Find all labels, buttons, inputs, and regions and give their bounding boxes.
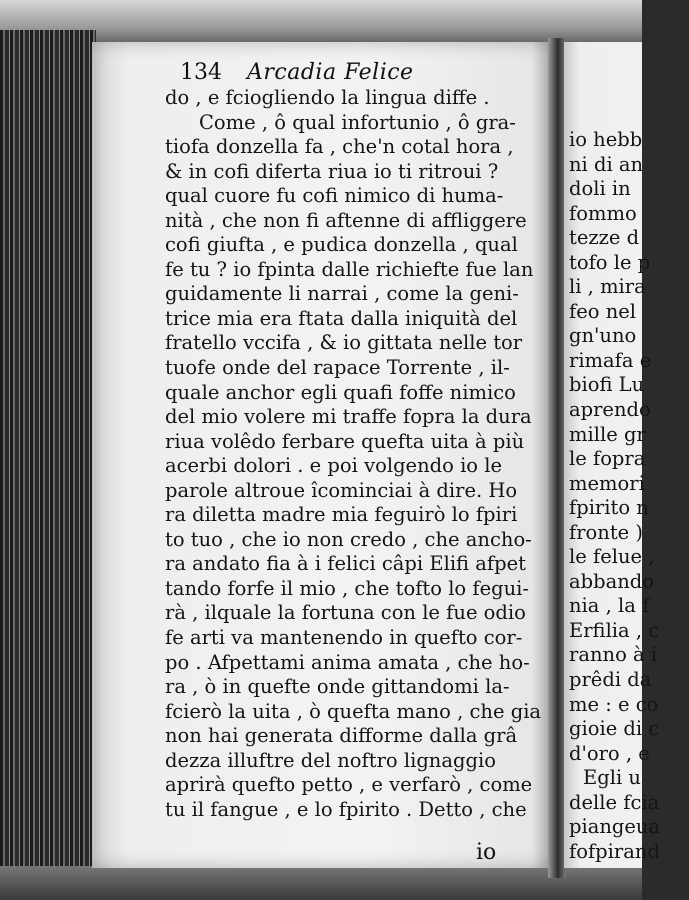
text-line: fofpirand <box>569 839 660 863</box>
text-line: prêdi da <box>569 668 652 692</box>
text-line: parole altroue îcominciai à dire. Ho <box>165 478 518 502</box>
text-line: rà , ilquale la fortuna con le fue odio <box>165 601 526 625</box>
text-line: nità , che non fi aftenne di affliggere <box>165 208 527 232</box>
text-line: d'oro , e <box>569 741 650 765</box>
text-line: mille gr <box>569 422 646 446</box>
text-line: doli in <box>569 177 631 201</box>
text-line: ra , ò in quefte onde gittandomi la- <box>165 675 510 699</box>
text-line: fe tu ? io fpinta dalle richiefte fue lan <box>165 257 534 281</box>
text-line: fpirito n <box>569 496 649 520</box>
text-line: acerbi dolori . e poi volgendo io le <box>165 454 503 478</box>
text-line: aprendo <box>569 398 651 422</box>
text-line: nia , la f <box>569 594 650 618</box>
right-page-text <box>569 128 689 864</box>
text-line: tofo le p <box>569 250 651 274</box>
text-line: riua volêdo ferbare quefta uita à più <box>165 429 525 453</box>
text-line: le felue , <box>569 545 655 569</box>
running-title: Arcadia Felice <box>247 60 414 85</box>
text-line: gioie di c <box>569 717 660 741</box>
text-line: fratello vccifa , & io gittata nelle tor <box>165 331 523 355</box>
text-line: ra diletta madre mia feguirò lo fpiri <box>165 503 518 527</box>
text-line: fommo <box>569 201 637 225</box>
text-line: ni di an <box>569 152 644 176</box>
scan-background-top <box>0 0 642 46</box>
signature-mark: io <box>476 840 497 865</box>
right-page <box>564 42 661 868</box>
text-line: non hai generata difforme dalla grâ <box>165 724 518 748</box>
text-line: ranno à i <box>569 643 658 667</box>
left-page-text <box>165 86 542 822</box>
text-line: piangeua <box>569 815 661 839</box>
text-line: trice mia era ftata dalla iniquità del <box>165 306 518 330</box>
text-line: po . Afpettami anima amata , che ho- <box>165 650 530 674</box>
page-header <box>180 60 414 85</box>
text-line: le fopra <box>569 447 646 471</box>
text-line: fronte ) <box>569 520 644 544</box>
text-line: me : e co <box>569 692 659 716</box>
text-line: Egli u <box>583 766 641 790</box>
text-line: do , e fciogliendo la lingua diffe . <box>165 86 490 109</box>
text-line: cofi giufta , e pudica donzella , qual <box>165 233 518 257</box>
text-line: Erfilia , c <box>569 618 660 642</box>
text-line: to tuo , che io non credo , che ancho- <box>165 527 532 551</box>
text-line: tu il fangue , e lo fpirito . Detto , che <box>165 797 527 821</box>
text-line: memori <box>569 471 645 495</box>
text-line: li , mira <box>569 275 646 299</box>
text-line: rimafa e <box>569 348 652 372</box>
text-line: quale anchor egli quafi foffe nimico <box>165 380 516 404</box>
text-line: tiofa donzella fa , che'n cotal hora , <box>165 135 514 159</box>
text-line: tando forfe il mio , che tofto lo fegui- <box>165 576 529 600</box>
text-line: tuofe onde del rapace Torrente , il- <box>165 356 510 380</box>
text-line: io hebb <box>569 128 643 151</box>
text-line: delle fcia <box>569 790 660 814</box>
text-line: aprirà quefto petto , e verfarò , come <box>165 773 533 797</box>
page-number: 134 <box>180 60 222 85</box>
book-page-edges <box>0 30 96 900</box>
text-line: fe arti va mantenendo in quefto cor- <box>165 626 523 650</box>
text-line: fcierò la uita , ò quefta mano , che gia <box>165 699 542 723</box>
text-line: & in cofi diferta riua io ti ritroui ? <box>165 159 499 183</box>
text-line: gn'uno <box>569 324 637 348</box>
text-line: dezza illuftre del noftro lignaggio <box>165 748 496 772</box>
text-line: abbando <box>569 569 654 593</box>
text-line: qual cuore fu cofi nimico di huma- <box>165 184 504 208</box>
text-line: Come , ô qual infortunio , ô gra- <box>199 110 516 134</box>
scan-background-bottom <box>0 866 642 900</box>
text-line: feo nel <box>569 299 637 323</box>
text-line: biofi Lu <box>569 373 645 397</box>
text-line: tezze d <box>569 226 640 250</box>
text-line: guidamente li narrai , come la geni- <box>165 282 519 306</box>
text-line: del mio volere mi traffe fopra la dura <box>165 405 532 429</box>
text-line: ra andato fia à i felici câpi Elifi afpet <box>165 552 526 576</box>
